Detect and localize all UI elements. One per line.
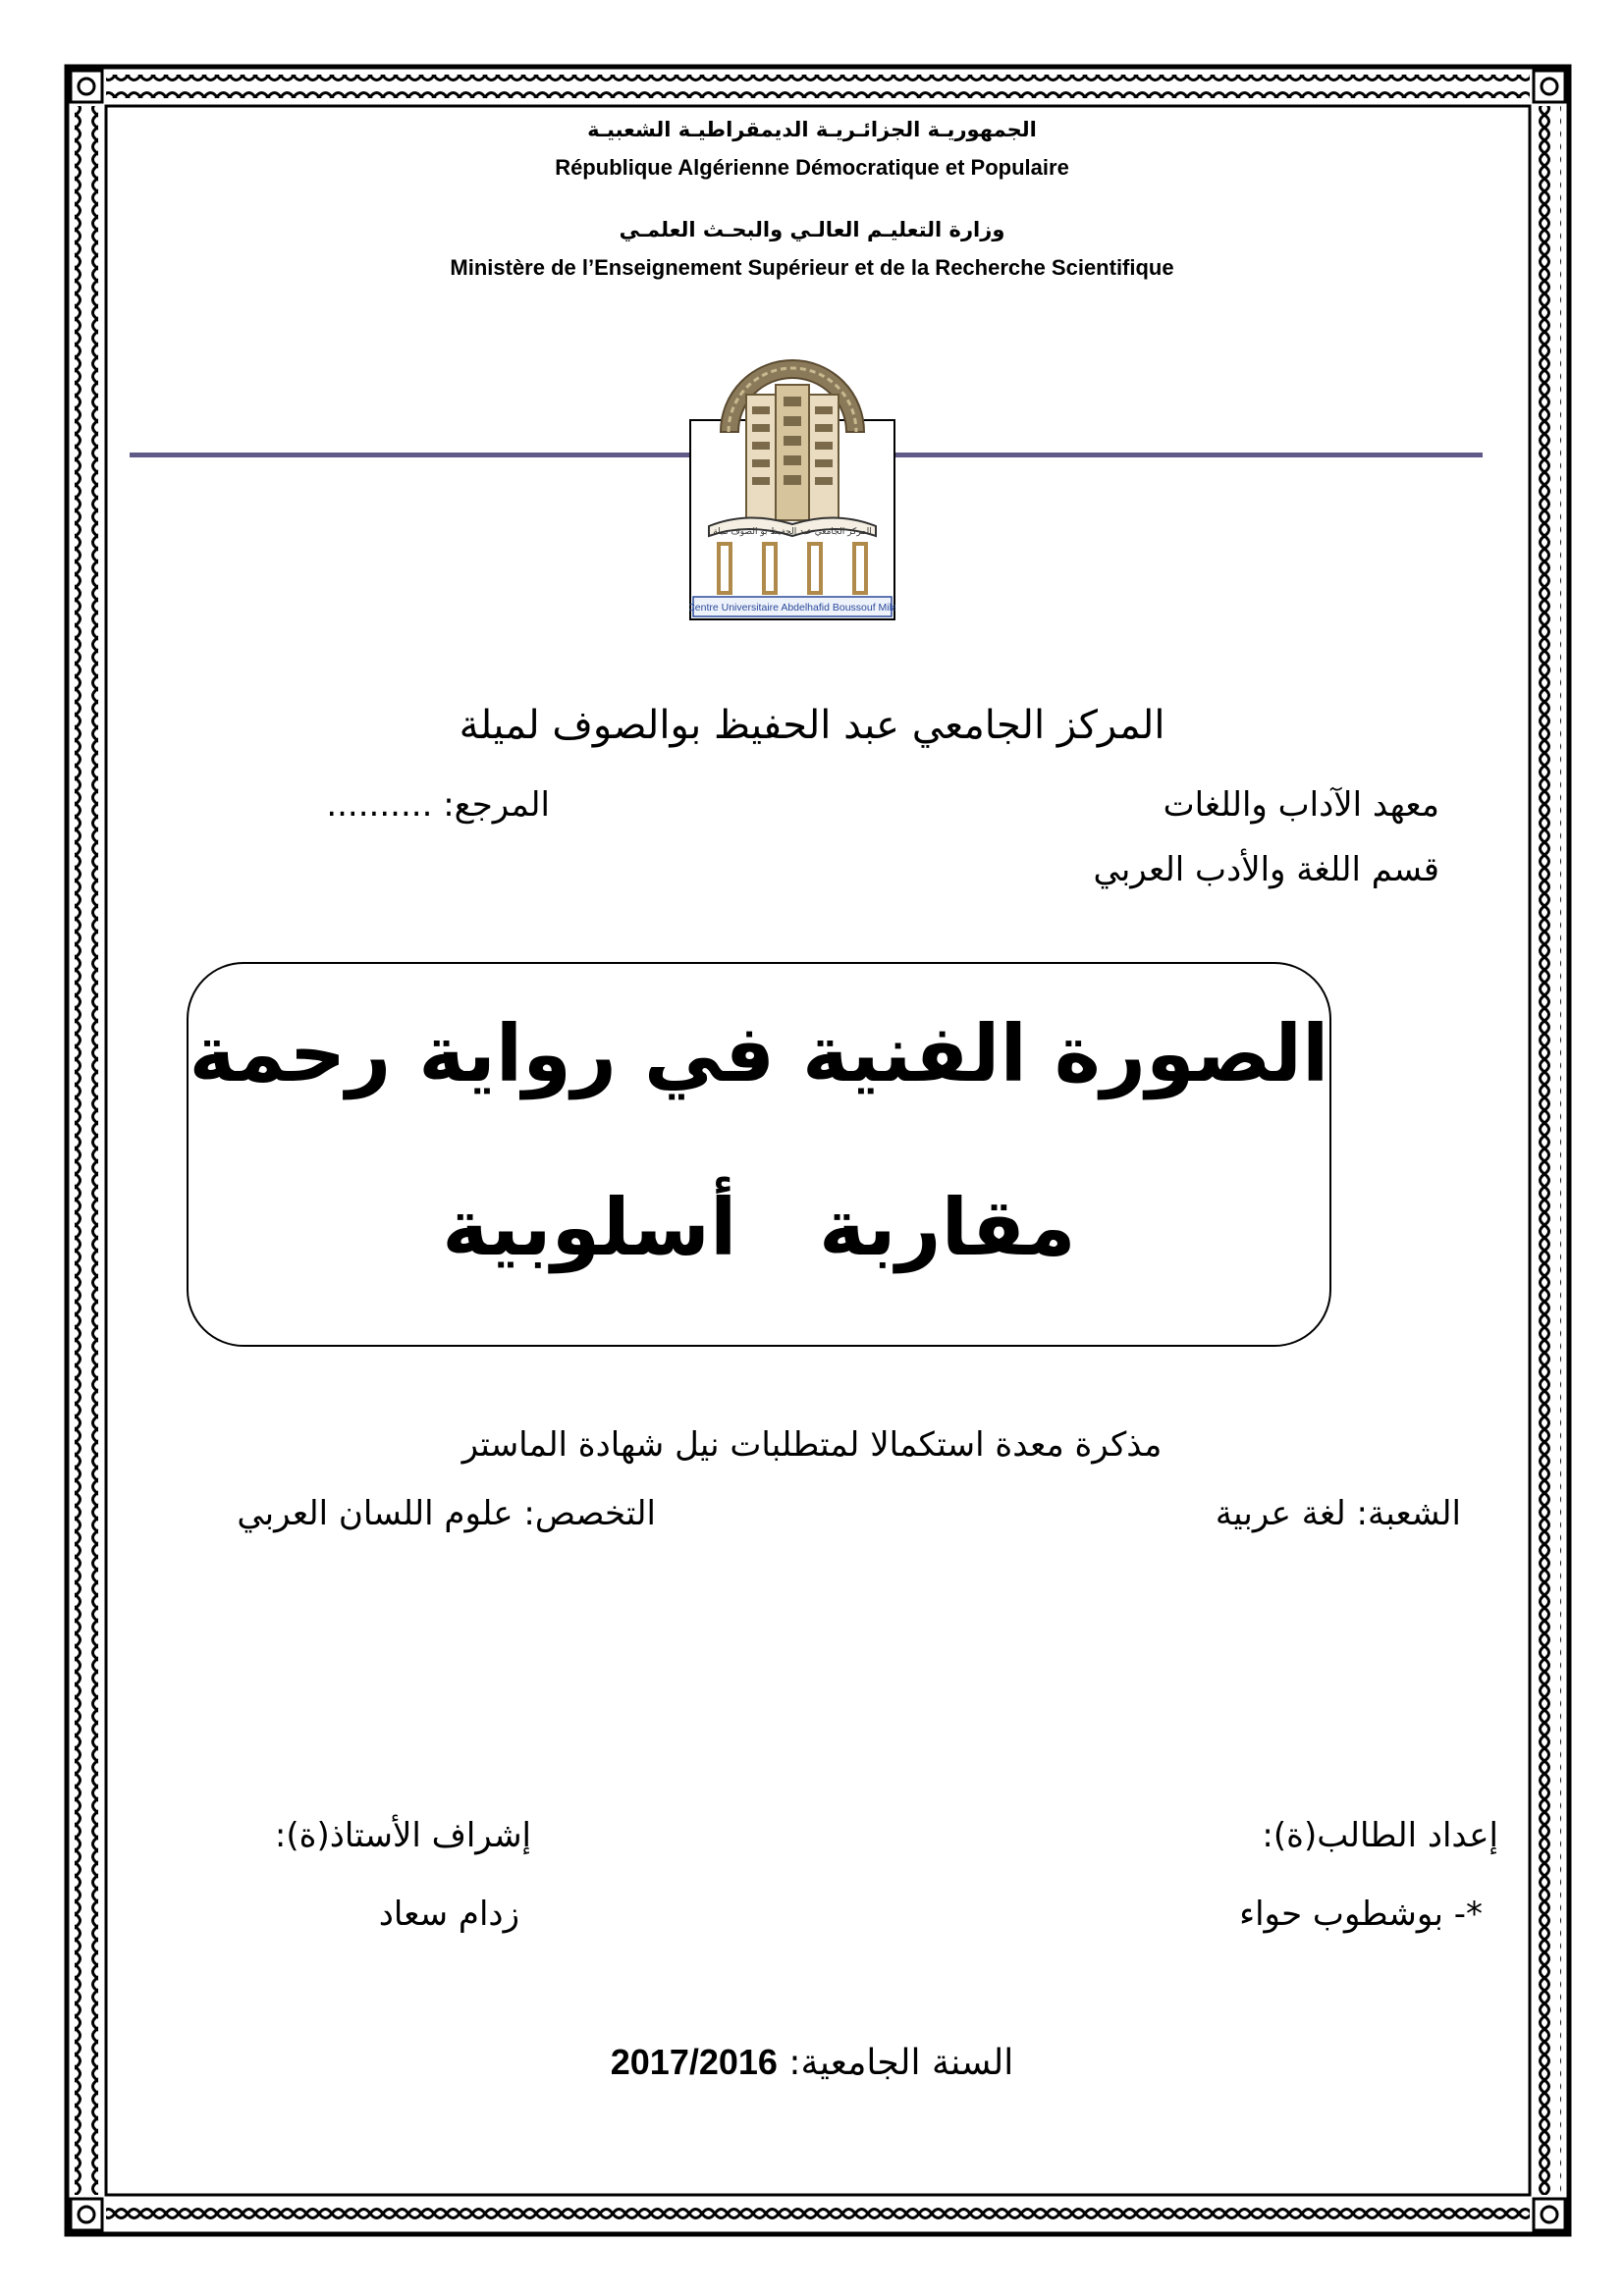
thesis-title-box [187,962,1331,1347]
logo-emblem-icon [689,334,895,620]
ministry-french: Ministère de l’Enseignement Supérieur et de la Recherche Scientifique [450,255,1174,280]
republic-french: République Algérienne Démocratique et Populaire [555,155,1069,180]
specialty: التخصص: علوم اللسان العربي [237,1494,656,1533]
reference-number: المرجع: .......... [326,785,550,825]
logo-caption: Centre Universitaire Abdelhafid Boussouf Mila [689,602,895,614]
supervisor-label: إشراف الأستاذ(ة): [274,1816,531,1855]
supervisor-name: زدام سعاد [378,1895,519,1934]
thesis-purpose: مذكرة معدة استكمالا لمتطلبات نيل شهادة الماستر [461,1425,1163,1465]
thesis-title-line-1: الصورة الفنية في رواية رحمة [189,1008,1329,1099]
institute-name: معهد الآداب واللغات [1163,785,1439,825]
student-name: *- بوشطوب حواء [1239,1895,1483,1934]
ministry-arabic: وزارة التعليـم العالـي والبحـث العلمـي [619,218,1005,241]
academic-year [0,2042,1624,2083]
svg-text:المركز الجامعي عبد الحفيظ بو ا: المركز الجامعي عبد الحفيظ بو الصوف ميلة [713,527,872,537]
university-logo [689,334,895,620]
republic-arabic: الجمهوريـة الجزائـريـة الديمقراطيـة الشعبيـة [587,118,1037,141]
header-rule-left [130,453,689,457]
academic-year-value: 2017/2016 [610,2042,778,2082]
student-label: إعداد الطالب(ة): [1262,1816,1498,1855]
branch: الشعبة: لغة عربية [1215,1494,1461,1533]
university-center-name: المركز الجامعي عبد الحفيظ بوالصوف لميلة [459,703,1165,748]
thesis-title-line-2: مقاربة أسلوبية [442,1182,1076,1273]
academic-year-label: السنة الجامعية: [788,2043,1014,2083]
department-name: قسم اللغة والأدب العربي [1093,850,1439,889]
header-rule-right [895,453,1483,457]
